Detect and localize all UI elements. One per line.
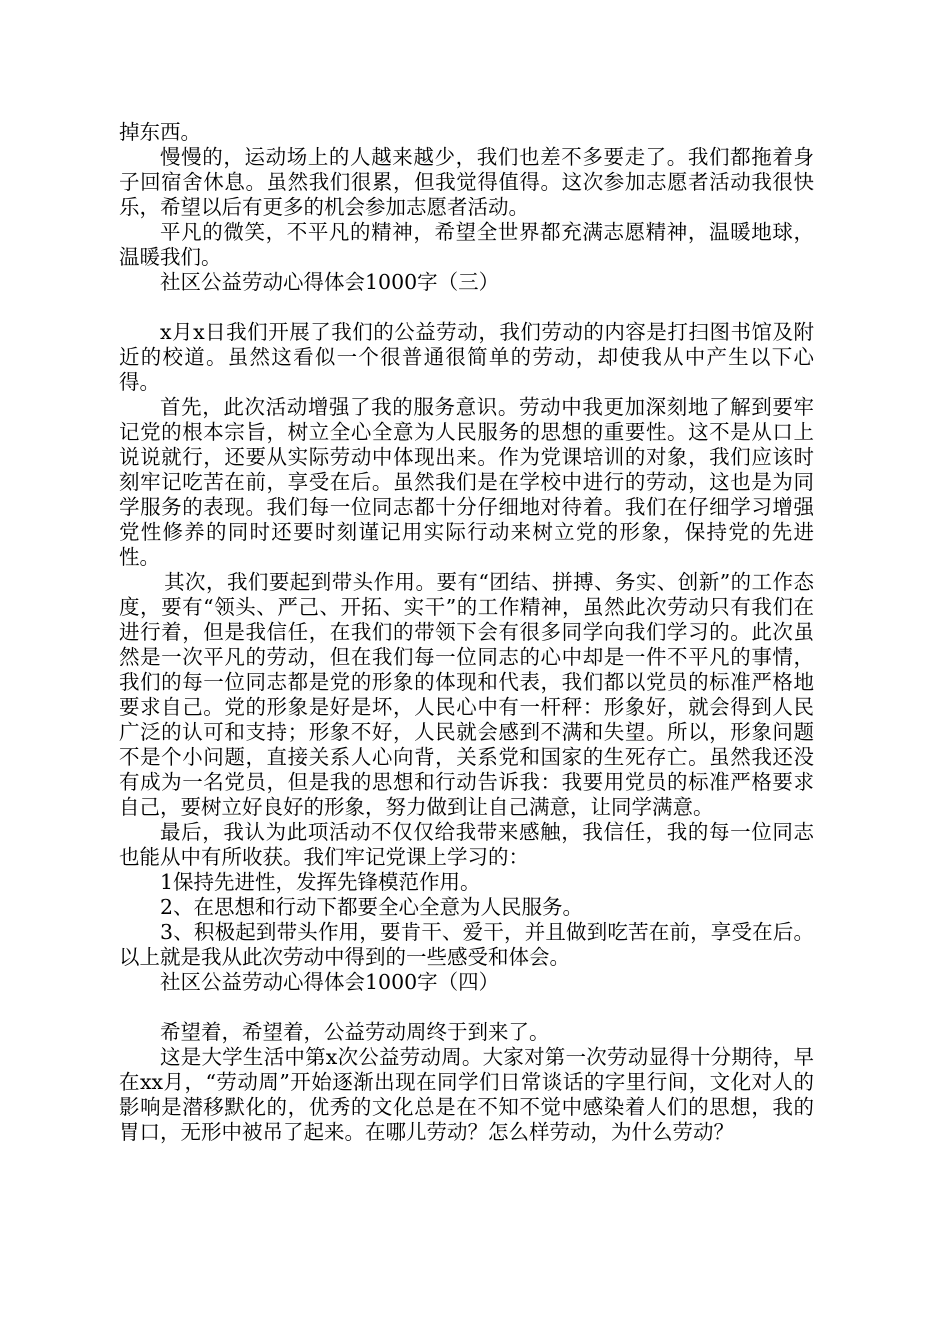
paragraph: 希望着，希望着，公益劳动周终于到来了。 xyxy=(160,1020,550,1044)
list-item: 2、在思想和行动下都要全心全意为人民服务。 xyxy=(160,895,584,919)
paragraph: 首先，此次活动增强了我的服务意识。劳动中我更加深刻地了解到要牢记党的根本宗旨，树立全心全意为人民服务的思想的重要性。这不是从口上说说就行，还要从实际劳动中体现出来。作为党课培训的对象，我们应该时刻牢记吃苦在前，享受在后。虽然我们是在学校中进行的劳动，这也是为同学服务的表现。我们每一位同志都十分仔细地对待着。我们在仔细学习增强党性修养的同时还要时刻谨记用实际行动来树立党的形象，保持党的先进性。 xyxy=(119,395,814,569)
paragraph: 慢慢的，运动场上的人越来越少，我们也差不多要走了。我们都拖着身子回宿舍休息。虽然我们很累，但我觉得值得。这次参加志愿者活动我很快乐，希望以后有更多的机会参加志愿者活动。 xyxy=(119,145,814,219)
paragraph: 最后，我认为此项活动不仅仅给我带来感触，我信任，我的每一位同志也能从中有所收获。我们牢记党课上学习的： xyxy=(119,820,814,869)
document-body xyxy=(119,120,814,1145)
paragraph: 其次，我们要起到带头作用。要有“团结、拼搏、务实、创新”的工作态度，要有“领头、严己、开拓、实干”的工作精神，虽然此次劳动只有我们在进行着，但是我信任，在我们的带领下会有很多同学向我们学习的。此次虽然是一次平凡的劳动，但在我们每一位同志的心中却是一件不平凡的事情，我们的每一位同志都是党的形象的体现和代表，我们都以党员的标准严格地要求自己。党的形象是好是坏，人民心中有一杆秤：形象好，就会得到人民广泛的认可和支持；形象不好，人民就会感到不满和失望。所以，形象问题不是个小问题，直接关系人心向背，关系党和国家的生死存亡。虽然我还没有成为一名党员，但是我的思想和行动告诉我：我要用党员的标准严格要求自己，要树立好良好的形象，努力做到让自己满意，让同学满意。 xyxy=(119,570,814,819)
list-item: 3、积极起到带头作用，要肯干、爱干，并且做到吃苦在前，享受在后。以上就是我从此次劳动中得到的一些感受和体会。 xyxy=(119,920,814,969)
paragraph: x月x日我们开展了我们的公益劳动，我们劳动的内容是打扫图书馆及附近的校道。虽然这看似一个很普通很简单的劳动，却使我从中产生以下心得。 xyxy=(119,320,814,394)
paragraph: 这是大学生活中第x次公益劳动周。大家对第一次劳动显得十分期待，早在xx月，“劳动周”开始逐渐出现在同学们日常谈话的字里行间，文化对人的影响是潜移默化的，优秀的文化总是在不知不觉中感染着人们的思想，我的胃口，无形中被吊了起来。在哪儿劳动？怎么样劳动，为什么劳动？ xyxy=(119,1045,814,1144)
section-heading: 社区公益劳动心得体会1000字（四） xyxy=(160,970,500,994)
paragraph: 掉东西。 xyxy=(119,120,201,144)
section-heading: 社区公益劳动心得体会1000字（三） xyxy=(160,270,500,294)
paragraph: 平凡的微笑，不平凡的精神，希望全世界都充满志愿精神，温暖地球，温暖我们。 xyxy=(119,220,814,269)
list-item: 1保持先进性，发挥先锋模范作用。 xyxy=(160,870,481,894)
